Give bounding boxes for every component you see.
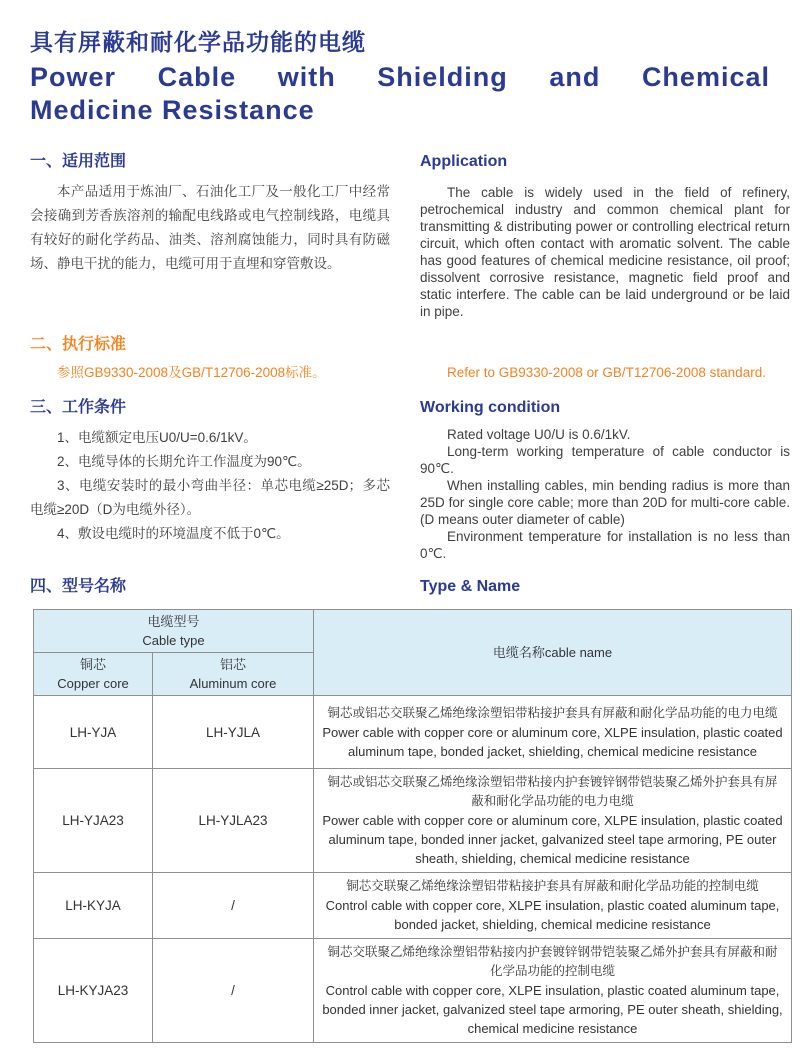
section-heading-standard-zh: 二、执行标准 — [30, 336, 127, 353]
working-item-en-4: Environment temperature for installation is no less than 0℃. — [420, 529, 790, 561]
header-cable-type-en: Cable type — [142, 633, 205, 648]
working-item-zh-2: 2、电缆导体的长期允许工作温度为90℃。 — [57, 454, 311, 469]
table-row — [34, 873, 792, 939]
aluminum-type-code: / — [153, 873, 314, 939]
table-header-row-1 — [34, 610, 792, 653]
copper-type-code: LH-KYJA23 — [34, 939, 153, 1043]
page-title-zh: 具有屏蔽和耐化学品功能的电缆 — [30, 29, 366, 55]
aluminum-type-code: LH-YJLA — [153, 696, 314, 769]
cable-name-cell — [314, 939, 792, 1043]
working-item-en-3: When installing cables, min bending radius is more than 25D for single core cable; more than 20D for multi-core cable.(D means outer diameter of cable) — [420, 478, 790, 527]
header-cell-cable-type — [34, 610, 314, 653]
header-cell-aluminum-core — [153, 653, 314, 696]
cable-name-en: Power cable with copper core or aluminum core, XLPE insulation, plastic coated aluminum tape, bonded jacket, shielding, chemical medicine resistance — [322, 724, 783, 759]
cable-name-zh: 铜芯或铝芯交联聚乙烯绝缘涂塑铝带粘接内护套镀锌钢带铠装聚乙烯外护套具有屏蔽和耐化学品功能的电力电缆 — [327, 775, 778, 808]
header-aluminum-en: Aluminum core — [189, 676, 277, 691]
cable-name-cell — [314, 769, 792, 873]
standard-body-zh: 参照GB9330-2008及GB/T12706-2008标准。 — [57, 365, 326, 380]
table-body — [34, 696, 792, 1043]
working-items-en — [420, 426, 790, 562]
cable-name-zh: 铜芯或铝芯交联聚乙烯绝缘涂塑铝带粘接护套具有屏蔽和耐化学品功能的电力电缆 — [327, 705, 778, 720]
scope-body-zh: 本产品适用于炼油厂、石油化工厂及一般化工厂中经常会接确到芳香族溶剂的输配电线路或电气控制线路，电缆具有较好的耐化学药品、油类、溶剂腐蚀能力，同时具有防磁场、静电干扰的能力，电缆可用于直埋和穿管敷设。 — [30, 184, 390, 271]
section-heading-scope-zh: 一、适用范围 — [30, 153, 127, 170]
header-copper-en: Copper core — [57, 676, 129, 691]
header-copper-zh: 铜芯 — [79, 657, 106, 672]
header-cable-type-zh: 电缆型号 — [147, 614, 200, 629]
section-heading-typename-en: Type & Name — [420, 578, 521, 595]
page-title-en-line2: Medicine Resistance — [30, 95, 315, 125]
working-item-zh-3: 3、电缆安装时的最小弯曲半径：单芯电缆≥25D；多芯电缆≥20D（D为电缆外径）。 — [30, 478, 390, 517]
cable-name-en: Control cable with copper core, XLPE insulation, plastic coated aluminum tape, bonded inner jacket, galvanized steel tape armoring, PE outer sheath, shielding, chemical medicine resistance — [322, 983, 783, 1036]
section-heading-typename-zh: 四、型号名称 — [30, 578, 127, 595]
two-column-body — [0, 151, 800, 597]
working-item-zh-1: 1、电缆额定电压U0/U=0.6/1kV。 — [57, 430, 257, 445]
section-heading-working-zh: 三、工作条件 — [30, 399, 127, 416]
application-body-en: The cable is widely used in the field of refinery, petrochemical industry and common chemical plant for transmitting & distributing power or controlling electrical return circuit, which often contact with aromatic solvent. The cable has good features of chemical medicine resistance, oil proof; dissolvent corrosive resistance, magnetic field proof and static interfere. The cable can be laid underground or be laid in pipe. — [420, 185, 790, 319]
cable-name-en: Control cable with copper core, XLPE insulation, plastic coated aluminum tape, bonded jacket, shielding, chemical medicine resistance — [325, 898, 780, 932]
table-row — [34, 939, 792, 1043]
standard-body-en: Refer to GB9330-2008 or GB/T12706-2008 standard. — [447, 365, 766, 380]
cable-name-en: Power cable with copper core or aluminum core, XLPE insulation, plastic coated aluminum tape, bonded inner jacket, galvanized steel tape armoring, PE outer sheath, shielding, chemical medicine resistance — [322, 813, 783, 866]
aluminum-type-code: / — [153, 939, 314, 1043]
working-item-en-2: Long-term working temperature of cable conductor is 90℃. — [420, 444, 790, 476]
table-row — [34, 769, 792, 873]
cable-name-cell — [314, 873, 792, 939]
cable-name-zh: 铜芯交联聚乙烯绝缘涂塑铝带粘接内护套镀锌钢带铠装聚乙烯外护套具有屏蔽和耐化学品功能的控制电缆 — [327, 945, 778, 978]
page-header — [0, 0, 800, 127]
copper-type-code: LH-YJA — [34, 696, 153, 769]
working-item-zh-4: 4、敷设电缆时的环境温度不低于0℃。 — [57, 526, 290, 541]
copper-type-code: LH-KYJA — [34, 873, 153, 939]
working-items-zh — [30, 426, 390, 546]
table-row — [34, 696, 792, 769]
type-name-table — [33, 609, 792, 1043]
table-head — [34, 610, 792, 696]
header-aluminum-zh: 铝芯 — [219, 657, 246, 672]
aluminum-type-code: LH-YJLA23 — [153, 769, 314, 873]
header-cell-copper-core — [34, 653, 153, 696]
page-title-en-line1: Power Cable with Shielding and Chemical — [30, 62, 770, 92]
section-heading-working-en: Working condition — [420, 399, 561, 416]
working-item-en-1: Rated voltage U0/U is 0.6/1kV. — [447, 427, 631, 442]
cable-name-zh: 铜芯交联聚乙烯绝缘涂塑铝带粘接护套具有屏蔽和耐化学品功能的控制电缆 — [346, 879, 759, 893]
header-cell-cable-name: 电缆名称cable name — [314, 610, 792, 696]
section-heading-application-en: Application — [420, 153, 508, 170]
cable-name-cell — [314, 696, 792, 769]
copper-type-code: LH-YJA23 — [34, 769, 153, 873]
page-title-en — [30, 61, 770, 127]
